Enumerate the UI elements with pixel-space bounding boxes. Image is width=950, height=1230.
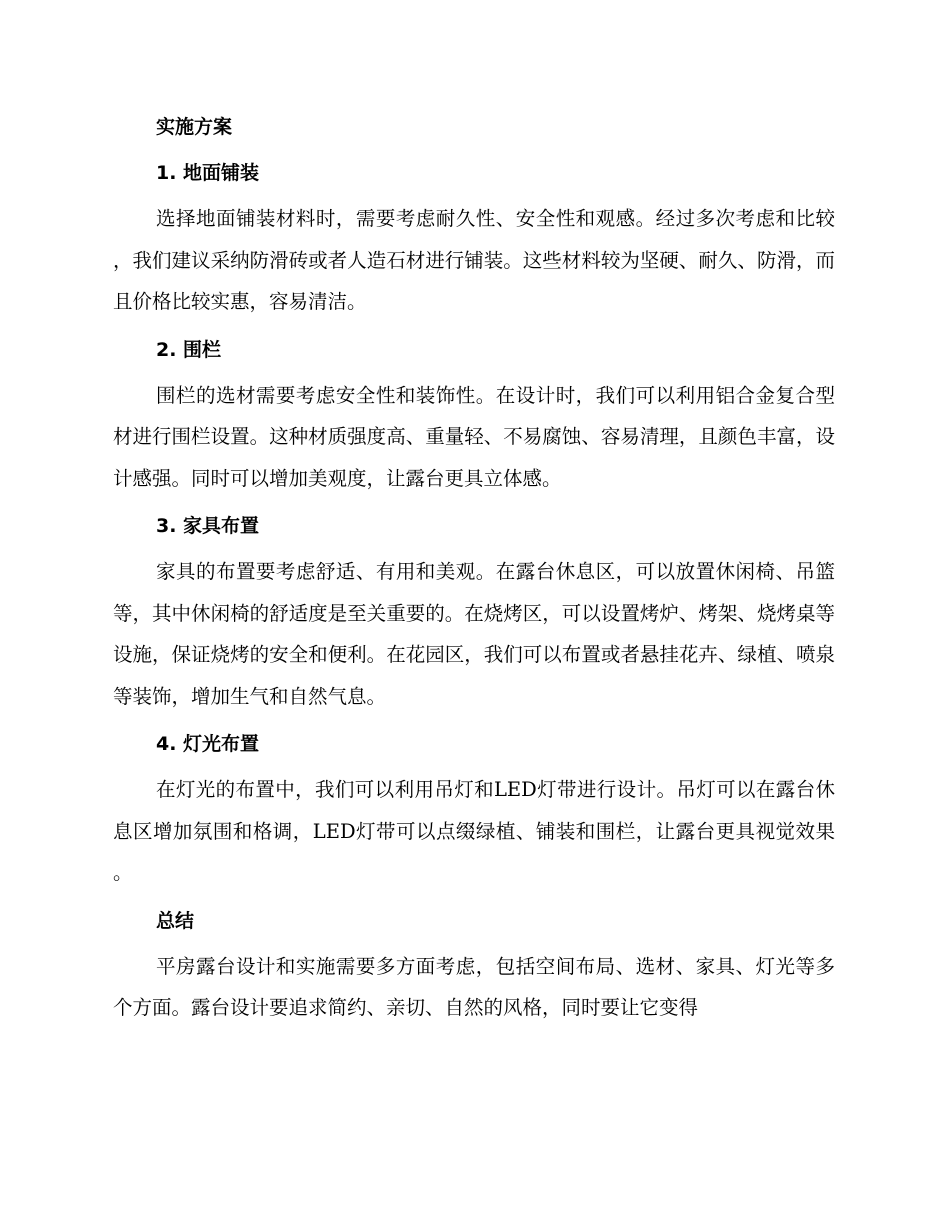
section-heading-paving: 1. 地面铺装 <box>156 162 260 184</box>
section-heading-fence: 2. 围栏 <box>156 338 222 361</box>
summary-heading: 总结 <box>156 909 195 932</box>
section-heading-lighting: 4. 灯光布置 <box>156 733 260 755</box>
section-body-furniture: 家具的布置要考虑舒适、有用和美观。在露台休息区，可以放置休闲椅、吊篮等，其中休闲椅的舒适度是至关重要的。在烧烤区，可以设置烤炉、烤架、烧烤桌等设施，保证烧烤的安全和便利。在花园区，我们可以布置或者悬挂花卉、绿植、喷泉等装饰，增加生气和自然气息。 <box>113 560 835 708</box>
page-title: 实施方案 <box>156 116 233 138</box>
section-heading-furniture: 3. 家具布置 <box>156 515 260 537</box>
document-content <box>113 108 835 1029</box>
section-body-lighting: 在灯光的布置中，我们可以利用吊灯和LED灯带进行设计。吊灯可以在露台休息区增加氛围和格调，LED灯带可以点缀绿植、铺装和围栏，让露台更具视觉效果。 <box>113 778 835 884</box>
summary-body: 平房露台设计和实施需要多方面考虑，包括空间布局、选材、家具、灯光等多个方面。露台设计要追求简约、亲切、自然的风格，同时要让它变得 <box>113 954 835 1019</box>
section-body-paving: 选择地面铺装材料时，需要考虑耐久性、安全性和观感。经过多次考虑和比较，我们建议采纳防滑砖或者人造石材进行铺装。这些材料较为坚硬、耐久、防滑，而且价格比较实惠，容易清洁。 <box>113 207 835 313</box>
section-body-fence: 围栏的选材需要考虑安全性和装饰性。在设计时，我们可以利用铝合金复合型材进行围栏设置。这种材质强度高、重量轻、不易腐蚀、容易清理，且颜色丰富，设计感强。同时可以增加美观度，让露台更具立体感。 <box>113 383 835 490</box>
